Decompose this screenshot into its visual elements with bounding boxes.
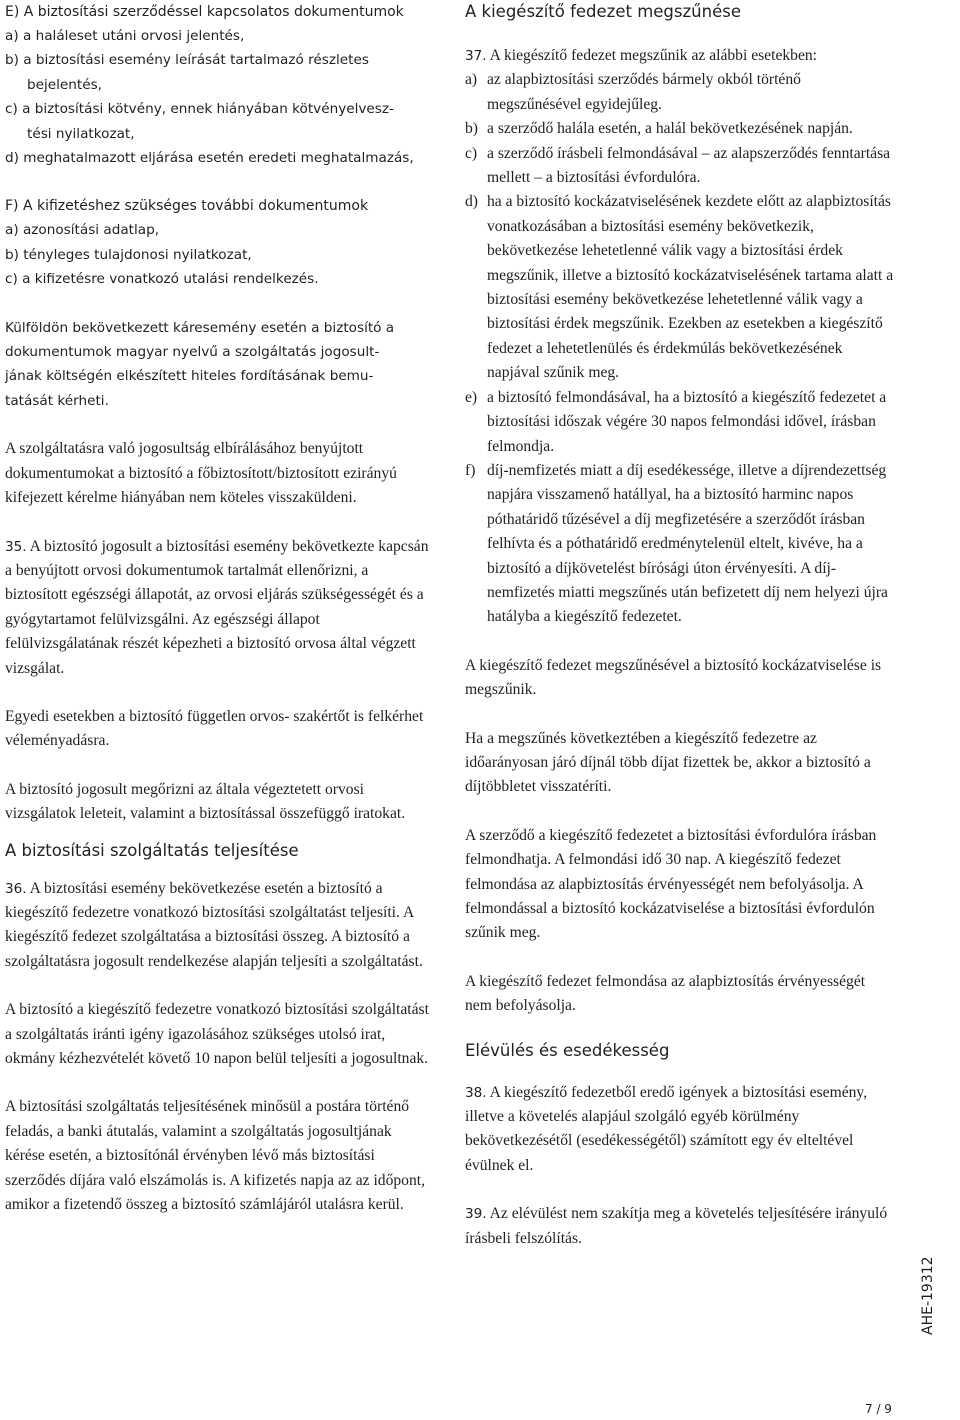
paragraph-line: tatását kérheti. xyxy=(5,392,109,409)
list-text: a biztosító felmondásával, ha a biztosító a kiegészítő fedezetet a biztosítási időszak végére 30 napos felmondási idővel, írásban felmondja. xyxy=(487,388,887,455)
payment-paragraph: A biztosítási szolgáltatás teljesítésének minősül a postára történő feladás, a banki átutalás, valamint a szolgáltatás jogosultjának kérése esetén, a biztosítónál érvényben lévő más biztosítási szerződés díjára való elszámolás is. A kifizetés napja az az időpont, amikor a fizetendő összeg a biztosító számlájáról utalásra kerül. xyxy=(5,1098,426,1214)
list-item: tési nyilatkozat, xyxy=(27,125,135,142)
left-column xyxy=(5,0,430,1217)
section-heading-lapse: Elévülés és esedékesség xyxy=(465,1040,670,1060)
paragraph-text: A biztosítási esemény bekövetkezése esetén a biztosító a kiegészítő fedezetre vonatkozó biztosítási szolgáltatást teljesíti. A kiegészítő fedezet szolgáltatása a biztosítási összeg. A biztosító a szolgáltatásra jogosult rendelkezése alapján teljesíti a szolgáltatást. xyxy=(5,879,423,970)
paragraph-number: 39. xyxy=(465,1206,487,1223)
documents-return-paragraph: A szolgáltatásra való jogosultság elbírálásához benyújtott dokumentumokat a biztosító a főbiztosított/biztosított ezirányú kifejezett kérelme hiányában nem köteles visszaküldeni. xyxy=(5,440,397,507)
list-item xyxy=(465,117,895,141)
expert-paragraph: Egyedi esetekben a biztosító független orvos- szakértőt is felkérhet véleményadásra. xyxy=(5,707,424,750)
paragraph-35 xyxy=(5,535,430,681)
paragraph-39 xyxy=(465,1202,895,1251)
paragraph-number: 37. xyxy=(465,48,487,64)
paragraph-number: 38. xyxy=(465,1084,487,1101)
paragraph-text: Az elévülést nem szakítja meg a követelés teljesítésére irányuló írásbeli felszólítás. xyxy=(465,1205,888,1247)
list-item xyxy=(465,386,895,459)
keep-records-paragraph: A biztosító jogosult megőrizni az általa végeztetett orvosi vizsgálatok leleteit, valamint a biztosítással összefüggő iratokat. xyxy=(5,780,406,823)
paragraph-36 xyxy=(5,877,430,975)
list-text: az alapbiztosítási szerződés bármely okból történő megszűnésével egyidejűleg. xyxy=(487,71,801,113)
list-marker: d) xyxy=(465,193,478,211)
list-text: díj-nemfizetés miatt a díj esedékessége, illetve a díjrendezettség napjára visszamenő hatállyal, ha a biztosító harminc napos póthatáridő tűzésével a díj megfizetésére a szerződőt írásban felhívta és a póthatáridő eredménytelenül eltelt, kivéve, ha a biztosító a díjkövetelést bírósági úton érvényesíti. A díj-nemfizetés miatti megszűnés után befizetett díj nem helyezi újra hatályba a kiegészítő fedezetet. xyxy=(487,461,888,626)
no-effect-paragraph: A kiegészítő fedezet felmondása az alapbiztosítás érvényességét nem befolyásolja. xyxy=(465,972,866,1015)
list-item xyxy=(465,190,895,385)
section-f-title: F) A kifizetéshez szükséges további dokumentumok xyxy=(5,198,369,215)
list-item: c) a kifizetésre vonatkozó utalási rendelkezés. xyxy=(5,271,319,288)
termination-list xyxy=(465,68,895,629)
section-f-list xyxy=(5,218,430,291)
section-heading-performance: A biztosítási szolgáltatás teljesítése xyxy=(5,840,299,860)
list-item: a) a haláleset utáni orvosi jelentés, xyxy=(5,28,245,44)
list-text: ha a biztosító kockázatviselésének kezdete előtt az alapbiztosítás vonatkozásában a biztosítási esemény bekövetkezik, bekövetkezése lehetetlenné válik vagy a biztosítási érdek megszűnik, illetve a biztosító kockázatviselésének tartama alatt a biztosítási esemény bekövetkezése lehetetlenné válik vagy a biztosítási érdek megszűnik. Ezekben az esetekben a kiegészítő fedezet a lehetetlenülés és érdekmúlás bekövetkezésének napjával szűnik meg. xyxy=(487,193,894,382)
list-marker: e) xyxy=(465,388,478,406)
refund-paragraph: Ha a megszűnés következtében a kiegészítő fedezetre az időarányosan járó díjnál több díjat fizettek be, akkor a biztosító a díjtöbbletet visszatéríti. xyxy=(465,729,871,796)
list-text: a szerződő írásbeli felmondásával – az alapszerződés fenntartása mellett – a biztosítási évfordulóra. xyxy=(487,144,891,187)
list-item: b) a biztosítási esemény leírását tartalmazó részletes xyxy=(5,52,369,69)
list-item: bejelentés, xyxy=(27,76,102,93)
paragraph-line: jának költségén elkészített hiteles fordításának bemu- xyxy=(5,368,374,385)
list-item xyxy=(465,142,895,191)
paragraph-number: 36. xyxy=(5,880,27,897)
paragraph-38 xyxy=(465,1081,895,1179)
section-e-title: E) A biztosítási szerződéssel kapcsolatos dokumentumok xyxy=(5,4,404,20)
paragraph-text: A biztosító jogosult a biztosítási esemény bekövetkezte kapcsán a benyújtott orvosi dokumentumok tartalmát ellenőrizni, a biztosított egészségi állapotát, az orvosi eljárás szükségességét és a gyógytartamot felülvizsgálni. Az egészségi állapot felülvizsgálatának részét képezheti a biztosító orvosa által végzett vizsgálat. xyxy=(5,537,429,677)
risk-end-paragraph: A kiegészítő fedezet megszűnésével a biztosító kockázatviselése is megszűnik. xyxy=(465,656,882,699)
document-code: AHE-19312 xyxy=(920,1256,936,1335)
list-marker: b) xyxy=(465,120,478,138)
page-number: 7 / 9 xyxy=(865,1402,892,1416)
abroad-paragraph xyxy=(5,316,430,414)
list-marker: c) xyxy=(465,144,478,162)
section-heading-termination: A kiegészítő fedezet megszűnése xyxy=(465,2,741,21)
list-item xyxy=(465,459,895,630)
cancellation-paragraph: A szerződő a kiegészítő fedezetet a biztosítási évfordulóra írásban felmondhatja. A felmondási idő 30 nap. A kiegészítő fedezet felmondása az alapbiztosítás érvényességét nem befolyásolja. A felmondással a biztosító kockázatviselése a biztosítási évfordulón szűnik meg. xyxy=(465,826,877,942)
list-marker: f) xyxy=(465,461,476,479)
paragraph-line: Külföldön bekövetkezett káresemény esetén a biztosító a xyxy=(5,319,395,336)
paragraph-37-intro xyxy=(465,44,895,68)
paragraph-number: 35. xyxy=(5,538,27,555)
paragraph-text: A kiegészítő fedezetből eredő igények a biztosítási esemény, illetve a követelés alapjául szolgáló egyéb körülmény bekövetkezésétől (esedékességétől) számított egy év elteltével évülnek el. xyxy=(465,1083,868,1174)
section-e-list xyxy=(5,24,430,170)
paragraph-line: dokumentumok magyar nyelvű a szolgáltatás jogosult- xyxy=(5,344,380,361)
list-item: c) a biztosítási kötvény, ennek hiányában kötvényelvesz- xyxy=(5,101,394,118)
ten-days-paragraph: A biztosító a kiegészítő fedezetre vonatkozó biztosítási szolgáltatást a szolgáltatás iránti igény igazolásához szükséges utolsó irat, okmány kézhezvételét követő 10 napon belül teljesíti a jogosultnak. xyxy=(5,1001,429,1067)
list-item: b) tényleges tulajdonosi nyilatkozat, xyxy=(5,246,252,263)
right-column xyxy=(465,0,895,1251)
list-item xyxy=(465,68,895,117)
list-item: a) azonosítási adatlap, xyxy=(5,222,160,239)
list-item: d) meghatalmazott eljárása esetén eredeti meghatalmazás, xyxy=(5,150,414,167)
list-marker: a) xyxy=(465,71,478,89)
paragraph-text: A kiegészítő fedezet megszűnik az alábbi esetekben: xyxy=(489,47,818,64)
list-text: a szerződő halála esetén, a halál bekövetkezésének napján. xyxy=(487,120,853,138)
